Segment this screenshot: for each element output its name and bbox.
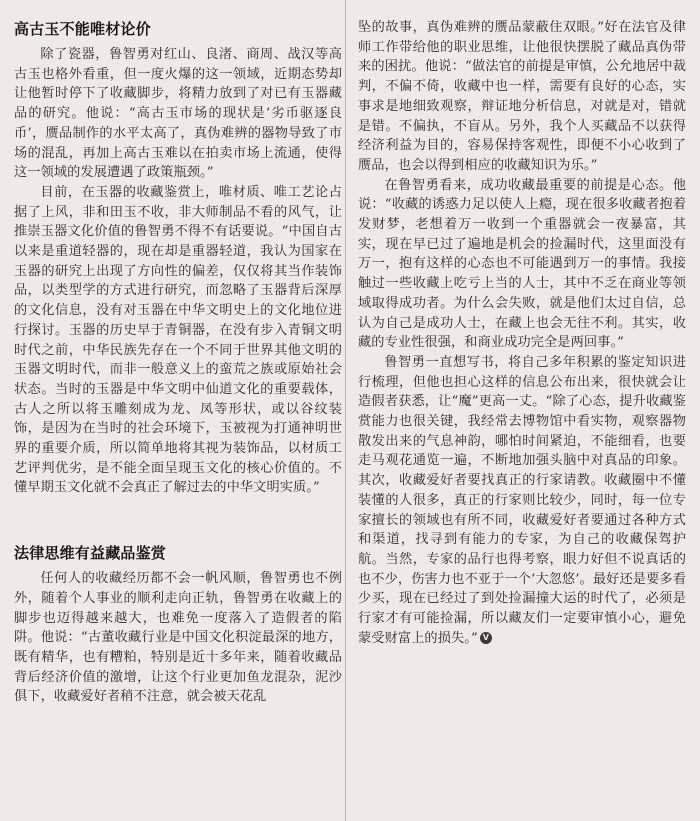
end-of-article-icon: V [480, 632, 492, 644]
section-heading-jade: 高古玉不能唯材论价 [14, 20, 151, 38]
right-column [358, 18, 686, 649]
paragraph-continued: 坠的故事，真伪难辨的赝品蒙蔽住双眼。”好在法官及律师工作带给他的职业思维，让他很快摆脱了藏品真伪带来的困扰。他说：“做法官的前提是审慎，公允地居中裁判，不偏不倚，收藏中也一样，需要有良好的心态，实事求是地细致观察，辩证地分析信息，对就是对，错就是错。不偏执，不盲从。另外，我个人买藏品不以获得经济利益为目的，容易保持客观性，即便不小心收到了赝品，也会以得到相应的收藏知识为乐。” [358, 20, 686, 173]
section-heading-law: 法律思维有益藏品鉴赏 [14, 544, 167, 563]
column-divider [345, 0, 346, 821]
paragraph: 除了瓷器，鲁智勇对红山、良渚、商周、战汉等高古玉也格外看重，但一度火爆的这一领域，近期态势却让他暂时停下了收藏脚步，将精力放到了对已有玉器藏品的研究。他说：“高古玉市场的现状是‘劣币驱逐良币’，赝品制作的水平太高了，真伪难辨的器物导致了市场的混乱，再加上高古玉难以在拍卖市场上流通，使得这一领域的发展遭遇了政策瓶颈。” [14, 47, 342, 181]
paragraph-final [358, 353, 686, 649]
paragraph-text: 鲁智勇一直想写书，将自己多年积累的鉴定知识进行梳理，但他也担心这样的信息公布出来，很快就会让造假者获悉，让“魔”更高一丈。“除了心态，提升收藏鉴赏能力也很关键，我经常去博物馆中看实物，观察器物散发出来的气息神韵，哪怕时间紧迫，不能细看，也要走马观花通览一遍，不断地加强头脑中对真品的印象。其次，收藏爱好者要找真正的行家请教。收藏圈中不懂装懂的人很多，真正的行家则比较少，同时，每一位专家擅长的领域也有所不同，收藏爱好者要通过各种方式和渠道，找寻到有能力的专家，为自己的收藏保驾护航。当然，专家的品行也得考察，眼力好但不说真话的也不少，伤害力也不亚于一个‘大忽悠’。最好还是要多看少买，现在已经过了到处捡漏撞大运的时代了，必须是行家才有可能捡漏，所以藏友们一定要审慎小心，避免蒙受财富上的损失。” [358, 354, 686, 646]
paragraph: 目前，在玉器的收藏鉴赏上，唯材质、唯工艺论占据了上风，非和田玉不收，非大师制品不看的风气，让推崇玉器文化价值的鲁智勇不得不有话要说。“中国自古以来是重道轻器的，现在却是重器轻道，我认为国家在玉器的研究上出现了方向性的偏差，仅仅将其当作装饰品，以类型学的方式进行研究，而忽略了玉器背后深厚的文化信息，没有对玉器在中华文明史上的文化地位进行探讨。玉器的历史早于青铜器，在没有步入青铜文明时代之前，中华民族先存在一个不同于世界其他文明的玉器文明时代，而非一般意义上的蛮荒之族或原始社会状态。当时的玉器是中华文明中仙道文化的重要载体，古人之所以将玉雕刻成为龙、凤等形状，或以谷纹装饰，是因为在当时的社会环境下，玉被视为打通神明世界的重要介质，所以简单地将其视为装饰品，以材质工艺评判优劣，是不能全面呈现玉文化的核心价值的。不懂早期玉文化就不会真正了解过去的中华文明实质。” [14, 184, 342, 496]
paragraph: 任何人的收藏经历都不会一帆风顺，鲁智勇也不例外，随着个人事业的顺利走向正轨，鲁智勇在收藏上的脚步也迈得越来越大，也难免一度落入了造假者的陷阱。他说：“古董收藏行业是中国文化积淀最深的地方，既有精华，也有糟粕，特别是近十多年来，随着收藏品背后经济价值的激增，让这个行业更加鱼龙混杂，泥沙俱下，收藏爱好者稍不注意，就会被天花乱 [14, 571, 342, 705]
left-column [14, 18, 342, 707]
paragraph: 在鲁智勇看来，成功收藏最重要的前提是心态。他说：“收藏的诱惑力足以使人上瘾，现在很多收藏者抱着发财梦，老想着万一收到一个重器就会一夜暴富，其实，现在早已过了遍地是机会的捡漏时代，这里面没有万一，抱有这样的心态也不可能遇到万一的事情。我接触过一些收藏上吃亏上当的人士，其中不乏在商业等领域取得成功者。为什么会失败，就是他们太过自信，总认为自己是成功人士，在藏上也会无往不利。其实，收藏的专业性很强，和商业成功完全是两回事。” [358, 177, 686, 351]
